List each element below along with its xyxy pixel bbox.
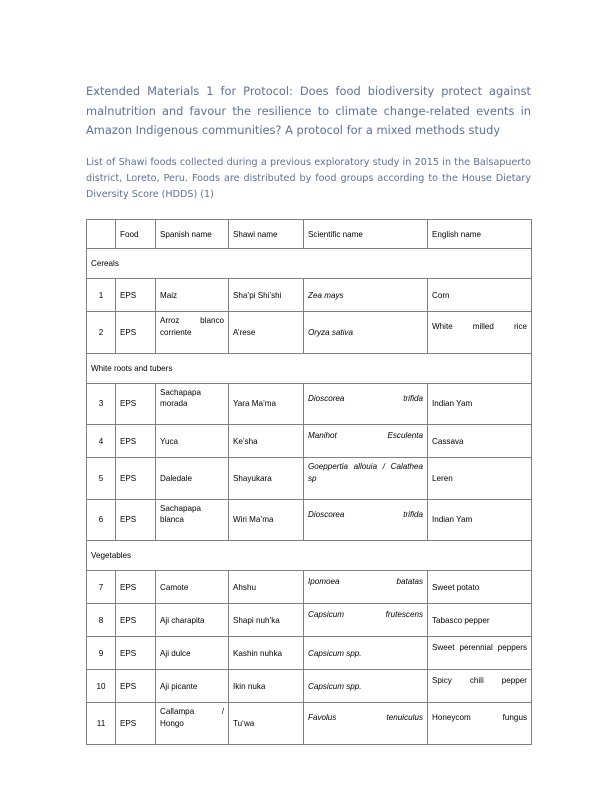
column-header-scientific: Scientific name (304, 220, 428, 249)
cell-scientific (304, 670, 428, 703)
scientific-name-text: Capsicum spp. (308, 648, 362, 658)
scientific-name-text: Manihot Esculenta (308, 430, 423, 440)
cell-english: Tabasco pepper (428, 604, 532, 637)
page-subtitle: List of Shawi foods collected during a previous exploratory study in 2015 in the Balsapuerto district, Loreto, Peru. Foods are distributed by food groups according to the House Dietary Diversity Score (HDDS) (1) (86, 156, 531, 201)
scientific-name-text: Favolus tenuiculus (308, 713, 423, 723)
shawi-foods-table (86, 219, 532, 745)
cell-num: 7 (87, 571, 116, 604)
table-row (87, 703, 532, 745)
cell-spanish: Callampa / Hongo (156, 703, 229, 745)
cell-food: EPS (116, 604, 156, 637)
cell-scientific (304, 383, 428, 425)
scientific-name-text: Dioscorea trifida (308, 393, 423, 403)
cell-english: White milled rice (428, 312, 532, 354)
document-page (86, 0, 531, 745)
cell-english: Corn (428, 279, 532, 312)
food-group-row (87, 353, 532, 383)
cell-spanish: Sachapapa blanca (156, 499, 229, 541)
cell-shawi: Shapi nuh’ka (229, 604, 304, 637)
cell-scientific (304, 703, 428, 745)
cell-num: 6 (87, 499, 116, 541)
cell-english: Sweet potato (428, 571, 532, 604)
cell-spanish: Arroz blanco corriente (156, 312, 229, 354)
food-group-label: Cereals (87, 249, 532, 279)
cell-num: 8 (87, 604, 116, 637)
scientific-name-text: Goeppertia allouia / Calathea sp (308, 462, 423, 483)
table-row (87, 312, 532, 354)
scientific-name-text: Dioscorea trifida (308, 509, 423, 519)
cell-english: Sweet perennial peppers (428, 637, 532, 670)
food-group-label: Vegetables (87, 541, 532, 571)
cell-english: Leren (428, 458, 532, 500)
cell-num: 2 (87, 312, 116, 354)
scientific-name-text: Capsicum spp. (308, 681, 362, 691)
table-row (87, 458, 532, 500)
cell-shawi: Ahshu (229, 571, 304, 604)
food-group-label: White roots and tubers (87, 353, 532, 383)
cell-english: Spicy chili pepper (428, 670, 532, 703)
scientific-name-text: Oryza sativa (308, 327, 353, 337)
cell-food: EPS (116, 425, 156, 458)
cell-spanish: Aji dulce (156, 637, 229, 670)
column-header-spanish: Spanish name (156, 220, 229, 249)
cell-food: EPS (116, 279, 156, 312)
table-row (87, 604, 532, 637)
table-row (87, 637, 532, 670)
cell-shawi: Ikin nuka (229, 670, 304, 703)
cell-english: Cassava (428, 425, 532, 458)
scientific-name-text: Zea mays (308, 290, 344, 300)
cell-num: 1 (87, 279, 116, 312)
cell-spanish: Yuca (156, 425, 229, 458)
column-header-num (87, 220, 116, 249)
cell-shawi: A’rese (229, 312, 304, 354)
cell-spanish: Aji charapita (156, 604, 229, 637)
column-header-english: English name (428, 220, 532, 249)
cell-shawi: Sha’pi Shi’shi (229, 279, 304, 312)
cell-english: Indian Yam (428, 383, 532, 425)
column-header-shawi: Shawi name (229, 220, 304, 249)
cell-spanish: Sachapapa morada (156, 383, 229, 425)
cell-food: EPS (116, 499, 156, 541)
cell-spanish: Camote (156, 571, 229, 604)
table-row (87, 670, 532, 703)
cell-spanish: Daledale (156, 458, 229, 500)
cell-scientific (304, 425, 428, 458)
cell-num: 5 (87, 458, 116, 500)
cell-english: Honeycom fungus (428, 703, 532, 745)
cell-num: 4 (87, 425, 116, 458)
cell-scientific (304, 637, 428, 670)
cell-scientific (304, 499, 428, 541)
cell-shawi: Kashin nuhka (229, 637, 304, 670)
table-row (87, 499, 532, 541)
food-group-row (87, 541, 532, 571)
cell-scientific (304, 312, 428, 354)
cell-food: EPS (116, 670, 156, 703)
scientific-name-text: Capsicum frutescens (308, 609, 423, 619)
table-row (87, 571, 532, 604)
cell-food: EPS (116, 703, 156, 745)
cell-food: EPS (116, 458, 156, 500)
food-group-row (87, 249, 532, 279)
cell-num: 11 (87, 703, 116, 745)
table-row (87, 279, 532, 312)
cell-shawi: Yara Ma’ma (229, 383, 304, 425)
column-header-food: Food (116, 220, 156, 249)
cell-food: EPS (116, 312, 156, 354)
cell-food: EPS (116, 637, 156, 670)
cell-scientific (304, 279, 428, 312)
cell-spanish: Maiz (156, 279, 229, 312)
table-row (87, 425, 532, 458)
cell-food: EPS (116, 571, 156, 604)
cell-food: EPS (116, 383, 156, 425)
cell-scientific (304, 458, 428, 500)
cell-shawi: Shayukara (229, 458, 304, 500)
cell-num: 9 (87, 637, 116, 670)
cell-shawi: Ke’sha (229, 425, 304, 458)
page-title: Extended Materials 1 for Protocol: Does food biodiversity protect against malnutrition and favour the resilience to climate change-related events in Amazon Indigenous communities? A protocol for a mixed methods study (86, 84, 531, 137)
cell-english: Indian Yam (428, 499, 532, 541)
cell-scientific (304, 604, 428, 637)
cell-num: 10 (87, 670, 116, 703)
table-header-row (87, 220, 532, 249)
cell-scientific (304, 571, 428, 604)
scientific-name-text: Ipomoea batatas (308, 576, 423, 586)
cell-shawi: Wiri Ma’ma (229, 499, 304, 541)
cell-spanish: Aji picante (156, 670, 229, 703)
cell-shawi: Tu‘wa (229, 703, 304, 745)
table-row (87, 383, 532, 425)
cell-num: 3 (87, 383, 116, 425)
